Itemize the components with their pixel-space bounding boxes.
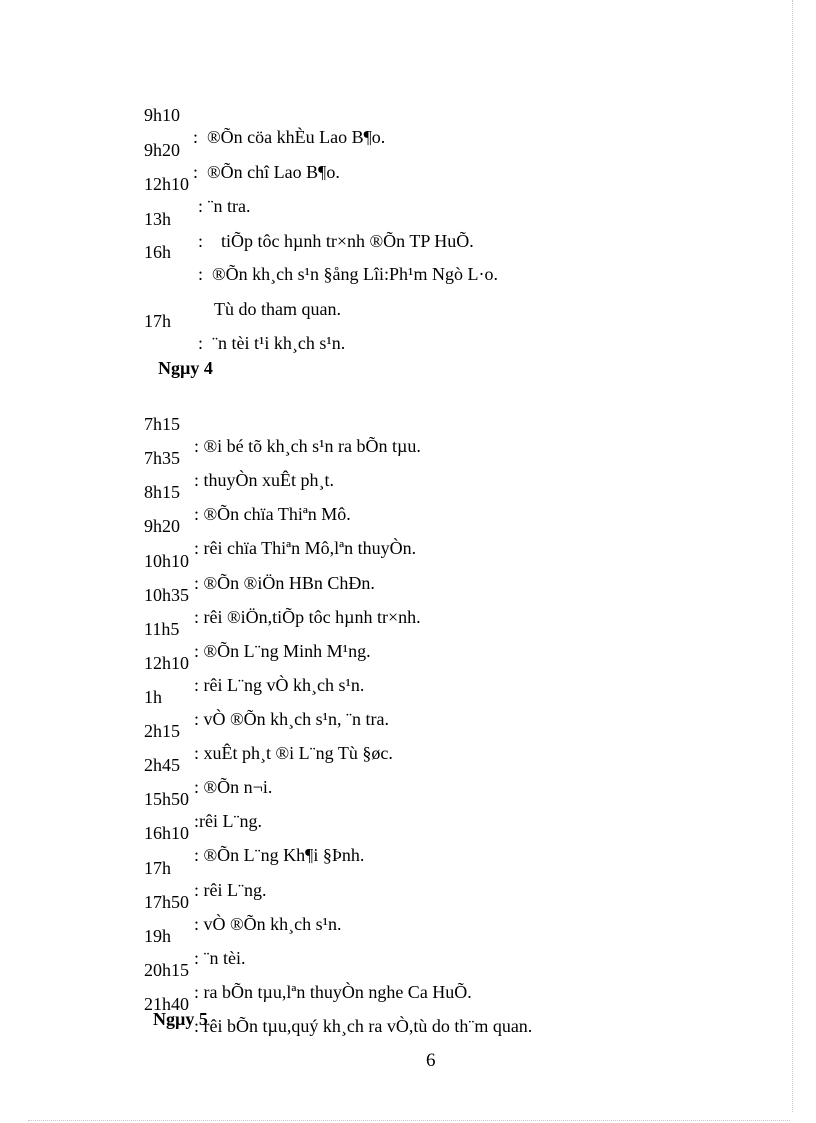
schedule-time: 17h	[144, 858, 171, 878]
schedule-text: : thuyÒn xuÊt ph¸t.	[194, 470, 334, 490]
schedule-text: : vÒ ®Õn kh¸ch s¹n.	[194, 914, 342, 934]
schedule-time: 13h	[144, 209, 171, 229]
schedule-time: 16h10	[144, 823, 189, 843]
schedule-text: : ¨n tèi.	[194, 948, 246, 968]
schedule-text: : ®Õn L¨ng Kh¶i §Þnh.	[194, 845, 365, 865]
schedule-time: 2h45	[144, 755, 180, 775]
schedule-text: :rêi L¨ng.	[194, 811, 262, 831]
schedule-time: 9h20	[144, 140, 180, 160]
schedule-text: : vÒ ®Õn kh¸ch s¹n, ¨n tra.	[194, 709, 390, 729]
page-edge-right	[792, 0, 793, 1112]
schedule-text: : rêi chïa Thiªn Mô,lªn thuyÒn.	[194, 538, 417, 558]
schedule-time: 10h35	[144, 585, 189, 605]
schedule-text: : ®Õn n¬i.	[194, 777, 273, 797]
schedule-text: : rêi L¨ng.	[194, 880, 267, 900]
schedule-time: 15h50	[144, 789, 189, 809]
schedule-text: : ®i bé tõ kh¸ch s¹n ra bÕn tµu.	[194, 436, 421, 456]
schedule-time: 16h	[144, 242, 171, 262]
schedule-time: 1h	[144, 687, 162, 707]
schedule-time: 10h10	[144, 551, 189, 571]
schedule-text: : ®Õn chïa Thiªn Mô.	[194, 504, 351, 524]
schedule-time: 12h10	[144, 653, 189, 673]
schedule-text: : tiÕp tôc hµnh tr×nh ®Õn TP HuÕ.	[198, 231, 474, 251]
schedule-time: 9h10	[144, 105, 180, 125]
schedule-text: : ®Õn chî Lao B¶o.	[193, 162, 340, 182]
schedule-text: : ¨n tèi t¹i kh¸ch s¹n.	[198, 333, 346, 353]
schedule-time: 9h20	[144, 516, 180, 536]
schedule-text: : ¨n tra.	[198, 196, 251, 216]
schedule-text: : rêi L¨ng vÒ kh¸ch s¹n.	[194, 675, 365, 695]
schedule-time: 8h15	[144, 482, 180, 502]
schedule-text: : ®Õn L¨ng Minh M¹ng.	[194, 641, 371, 661]
schedule-text: : ®Õn ®iÖn HBn ChÐn.	[194, 573, 375, 593]
page-edge-bottom	[28, 1120, 790, 1121]
schedule-text: : ®Õn kh¸ch s¹n §ång Lîi:Ph¹m Ngò L·o.	[198, 264, 498, 284]
schedule-text: : rêi bÕn tµu,quý kh¸ch ra vÒ,tù do th¨m quan.	[194, 1016, 533, 1036]
schedule-time: 11h5	[144, 619, 180, 639]
schedule-time: 21h40	[144, 994, 189, 1014]
schedule-text: : ®Õn cöa khÈu Lao B¶o.	[193, 127, 386, 147]
schedule-time: 7h15	[144, 414, 180, 434]
schedule-time: 19h	[144, 926, 171, 946]
day-heading: Ngµy 5	[153, 1009, 208, 1029]
schedule-time: 17h50	[144, 892, 189, 912]
schedule-time: 17h	[144, 311, 171, 331]
schedule-time: 20h15	[144, 960, 189, 980]
schedule-text: : ra bÕn tµu,lªn thuyÒn nghe Ca HuÕ.	[194, 982, 472, 1002]
day-heading: Ngµy 4	[158, 358, 213, 378]
schedule-time: 12h10	[144, 174, 189, 194]
page-number: 6	[426, 1050, 436, 1071]
schedule-time: 2h15	[144, 721, 180, 741]
schedule-text: : xuÊt ph¸t ®i L¨ng Tù §øc.	[194, 743, 393, 763]
schedule-text: : rêi ®iÖn,tiÕp tôc hµnh tr×nh.	[194, 607, 421, 627]
schedule-text: Tù do tham quan.	[214, 299, 341, 319]
schedule-time: 7h35	[144, 448, 180, 468]
